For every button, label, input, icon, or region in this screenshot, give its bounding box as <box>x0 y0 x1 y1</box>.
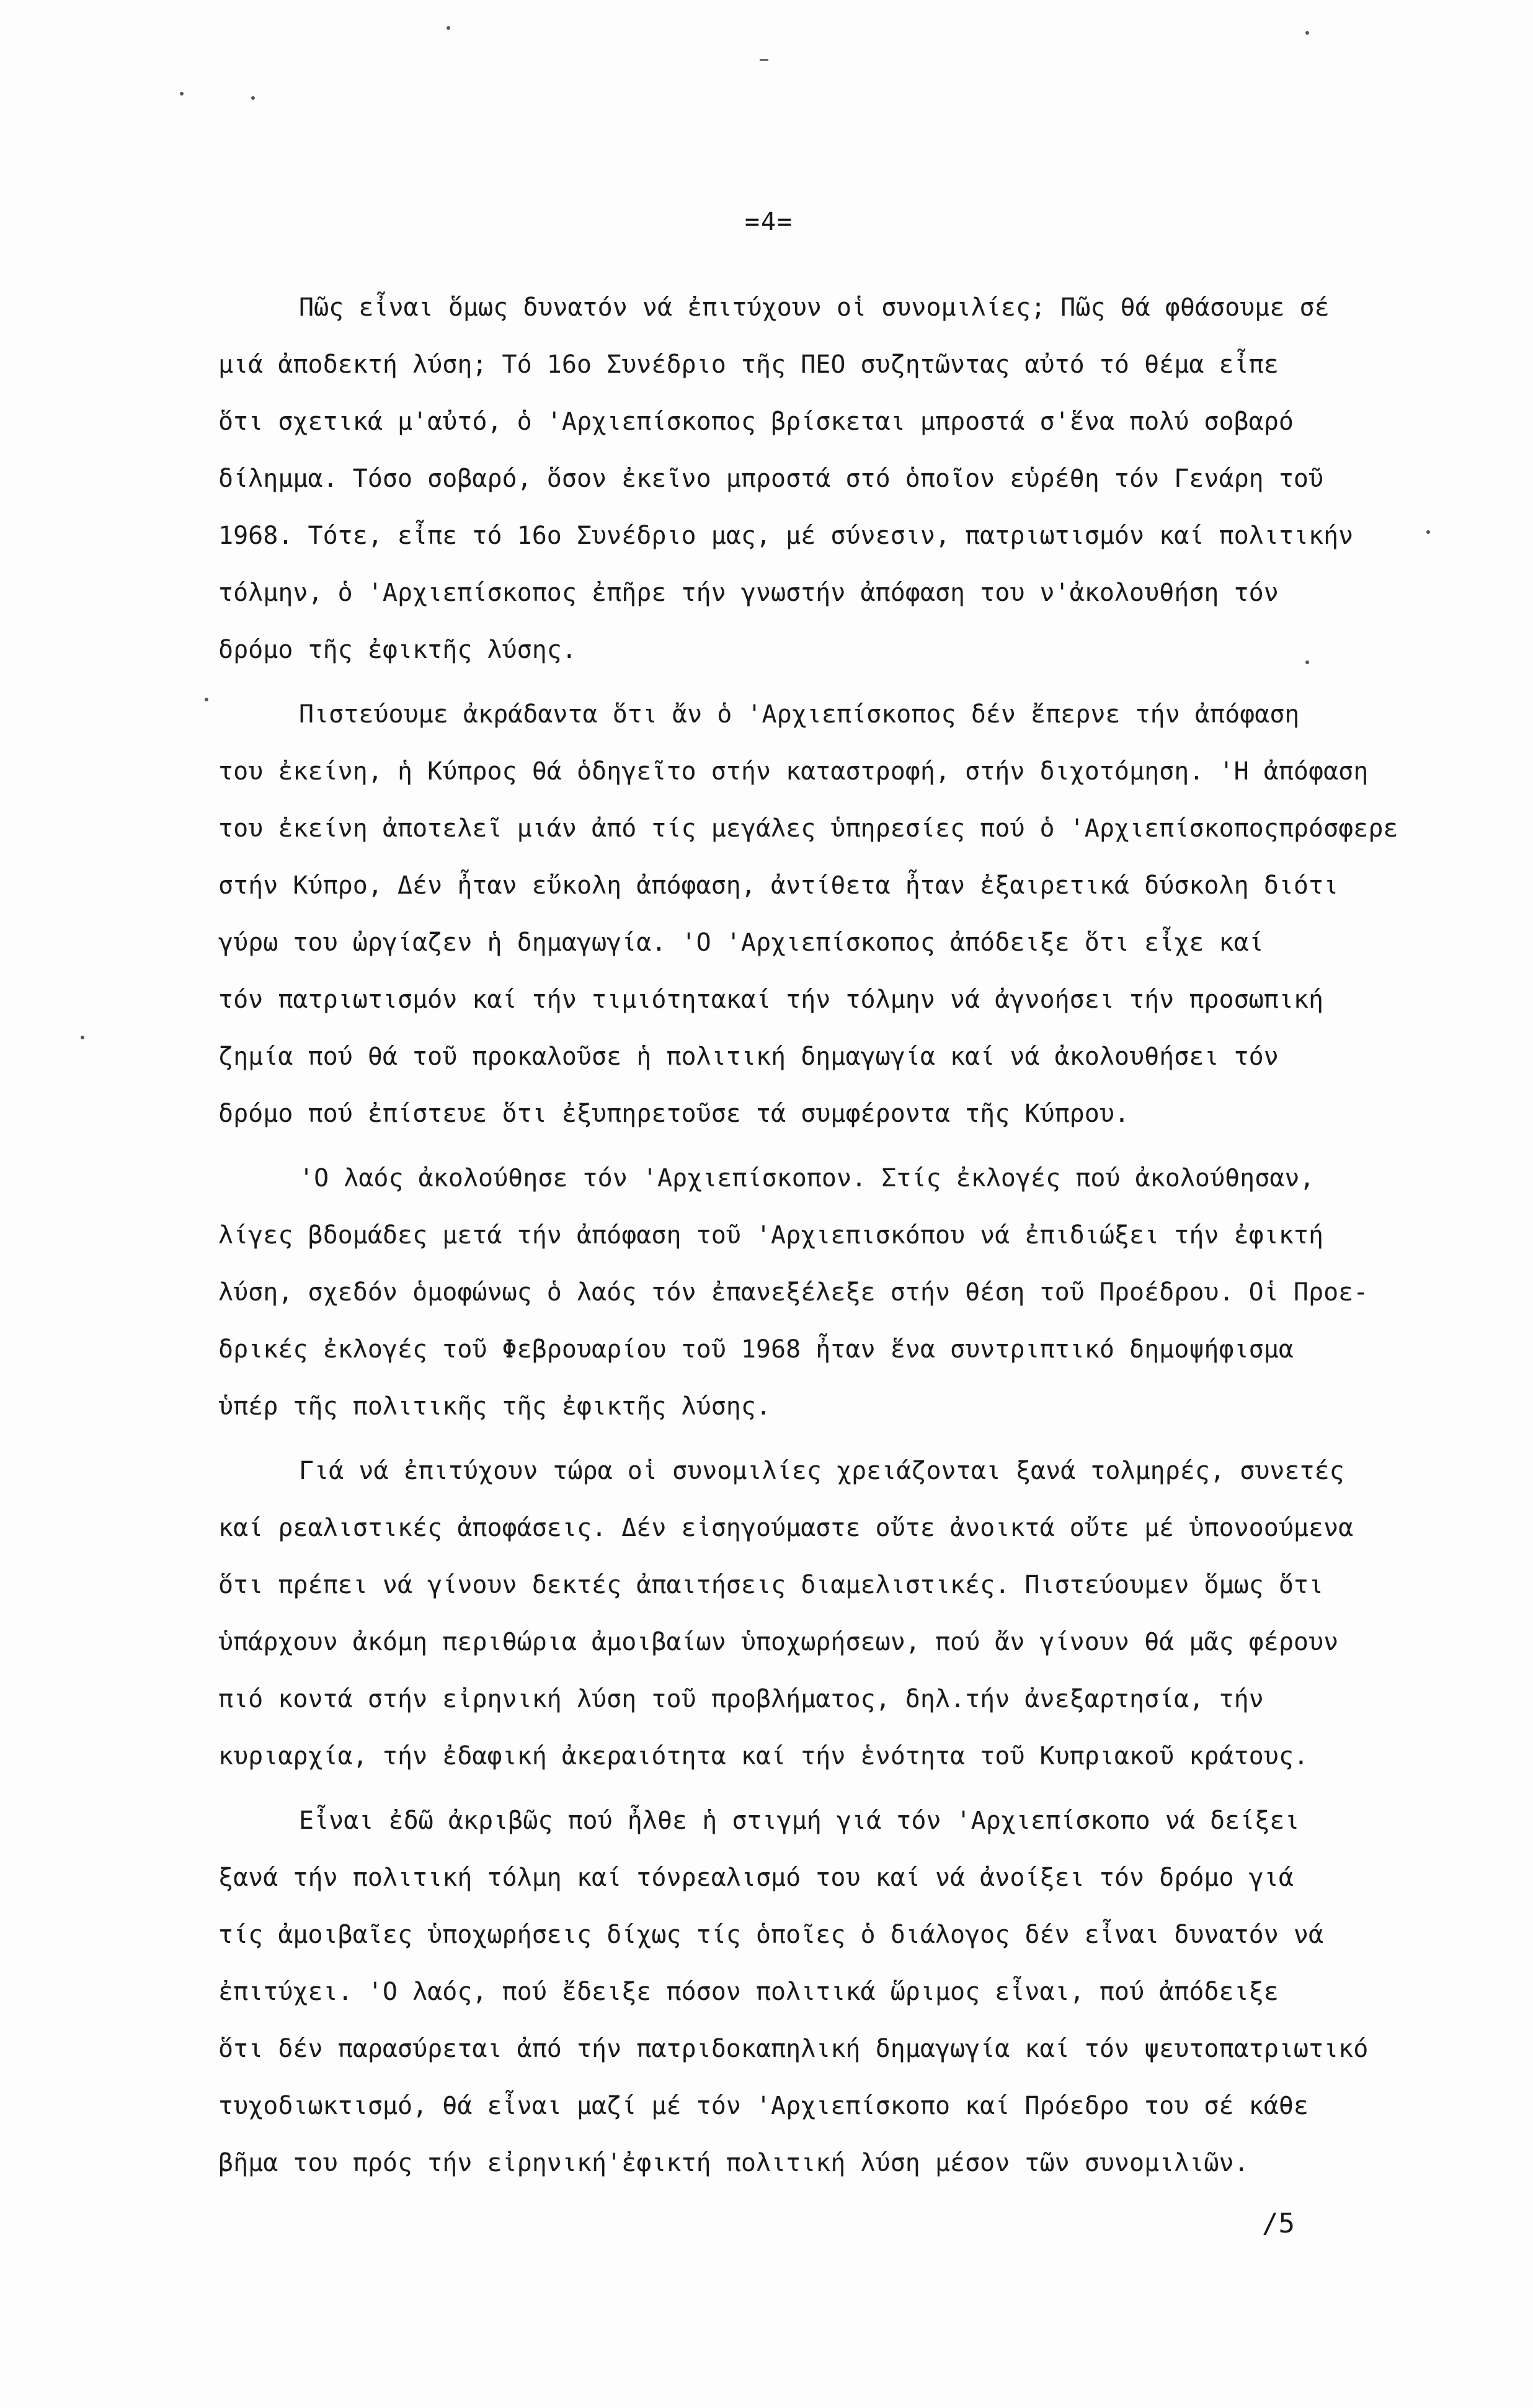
text-line: καί ρεαλιστικές ἀποφάσεις. Δέν εἰσηγούμαστε οὔτε ἀνοικτά οὔτε μέ ὑπονοούμενα <box>218 1514 1354 1542</box>
paragraph-1 <box>218 279 1452 678</box>
scan-speck <box>251 96 255 100</box>
scan-speck <box>447 26 450 30</box>
scan-speck <box>1305 31 1309 35</box>
text-line: δρόμο τῆς ἐφικτῆς λύσης. <box>218 636 577 664</box>
text-line: ζημία πού θά τοῦ προκαλοῦσε ἡ πολιτική δημαγωγία καί νά ἀκολουθήσει τόν <box>218 1042 1279 1071</box>
scan-speck <box>180 92 184 96</box>
text-line: ὅτι πρέπει νά γίνουν δεκτές ἀπαιτήσεις διαμελιστικές. Πιστεύουμεν ὅμως ὅτι <box>218 1571 1324 1599</box>
page-number: =4= <box>744 208 794 236</box>
text-line: λίγες βδομάδες μετά τήν ἀπόφαση τοῦ 'Αρχιεπισκόπου νά ἐπιδιώξει τήν ἐφικτή <box>218 1221 1324 1250</box>
text-line: ὅτι σχετικά μ'αὐτό, ὁ 'Αρχιεπίσκοπος βρίσκεται μπροστά σ'ἕνα πολύ σοβαρό <box>218 407 1294 436</box>
paragraph-5 <box>218 1792 1452 2192</box>
text-line: τίς ἀμοιβαῖες ὑποχωρήσεις δίχως τίς ὁποῖες ὁ διάλογος δέν εἶναι δυνατόν νά <box>218 1921 1324 1949</box>
text-line: του ἐκείνη, ἡ Κύπρος θά ὁδηγεῖτο στήν καταστροφή, στήν διχοτόμηση. 'Η ἀπόφαση <box>218 757 1369 786</box>
paragraph-3 <box>218 1150 1452 1435</box>
text-line: βῆμα του πρός τήν εἰρηνική'ἐφικτή πολιτική λύση μέσον τῶν συνομιλιῶν. <box>218 2149 1249 2177</box>
text-line: Γιά νά ἐπιτύχουν τώρα οἱ συνομιλίες χρειάζονται ξανά τολμηρές, συνετές <box>299 1457 1344 1485</box>
text-line: ἐπιτύχει. 'Ο λαός, πού ἔδειξε πόσον πολιτικά ὥριμος εἶναι, πού ἀπόδειξε <box>218 1978 1279 2006</box>
text-line: Εἶναι ἐδῶ ἀκριβῶς πού ἦλθε ἡ στιγμή γιά τόν 'Αρχιεπίσκοπο νά δείξει <box>299 1806 1300 1835</box>
text-line: μιά ἀποδεκτή λύση; Τό 16ο Συνέδριο τῆς ΠΕΟ συζητῶντας αὐτό τό θέμα εἶπε <box>218 350 1279 379</box>
text-line: τόλμην, ὁ 'Αρχιεπίσκοπος ἐπῆρε τήν γνωστήν ἀπόφαση του ν'ἀκολουθήση τόν <box>218 579 1279 607</box>
text-line: ὑπάρχουν ἀκόμη περιθώρια ἀμοιβαίων ὑποχωρήσεων, πού ἄν γίνουν θά μᾶς φέρουν <box>218 1628 1339 1656</box>
text-line: Πιστεύουμε ἀκράδαντα ὅτι ἄν ὁ 'Αρχιεπίσκοπος δέν ἔπερνε τήν ἀπόφαση <box>299 700 1300 729</box>
text-line: γύρω του ὠργίαζεν ἡ δημαγωγία. 'Ο 'Αρχιεπίσκοπος ἀπόδειξε ὅτι εἶχε καί <box>218 928 1264 957</box>
paragraph-2 <box>218 686 1452 1142</box>
text-line: στήν Κύπρο, Δέν ἦταν εὔκολη ἀπόφαση, ἀντίθετα ἦταν ἐξαιρετικά δύσκολη διότι <box>218 871 1339 900</box>
text-line: πιό κοντά στήν εἰρηνική λύση τοῦ προβλήματος, δηλ.τήν ἀνεξαρτησία, τήν <box>218 1685 1264 1713</box>
text-line: λύση, σχεδόν ὁμοφώνως ὁ λαός τόν ἐπανεξέλεξε στήν θέση τοῦ Προέδρου. Οἱ Προε- <box>218 1278 1369 1307</box>
text-line: του ἐκείνη ἀποτελεῖ μιάν ἀπό τίς μεγάλες ὑπηρεσίες πού ὁ 'Αρχιεπίσκοποςπρόσφερε <box>218 814 1398 843</box>
text-line: δίλημμα. Τόσο σοβαρό, ὅσον ἐκεῖνο μπροστά στό ὁποῖον εὑρέθη τόν Γενάρη τοῦ <box>218 464 1324 493</box>
text-line: Πῶς εἶναι ὅμως δυνατόν νά ἐπιτύχουν οἱ συνομιλίες; Πῶς θά φθάσουμε σέ <box>299 293 1330 322</box>
text-line: ὑπέρ τῆς πολιτικῆς τῆς ἐφικτῆς λύσης. <box>218 1392 771 1421</box>
text-line: τόν πατριωτισμόν καί τήν τιμιότητακαί τήν τόλμην νά ἀγνοήσει τήν προσωπική <box>218 985 1324 1014</box>
scan-mark <box>760 59 768 61</box>
text-line: ξανά τήν πολιτική τόλμη καί τόνρεαλισμό του καί νά ἀνοίξει τόν δρόμο γιά <box>218 1864 1294 1892</box>
scan-speck <box>81 1036 84 1039</box>
text-line: ὅτι δέν παρασύρεται ἀπό τήν πατριδοκαπηλική δημαγωγία καί τόν ψευτοπατριωτικό <box>218 2035 1369 2063</box>
text-line: 1968. Τότε, εἶπε τό 16ο Συνέδριο μας, μέ σύνεσιν, πατριωτισμόν καί πολιτικήν <box>218 522 1354 550</box>
text-line: τυχοδιωκτισμό, θά εἶναι μαζί μέ τόν 'Αρχιεπίσκοπο καί Πρόεδρο του σέ κάθε <box>218 2092 1309 2120</box>
text-line: κυριαρχία, τήν ἐδαφική ἀκεραιότητα καί τήν ἑνότητα τοῦ Κυπριακοῦ κράτους. <box>218 1742 1309 1770</box>
paragraph-4 <box>218 1442 1452 1785</box>
scan-speck <box>205 698 208 701</box>
text-line: δρόμο πού ἐπίστευε ὅτι ἐξυπηρετοῦσε τά συμφέροντα τῆς Κύπρου. <box>218 1100 1130 1128</box>
text-line: δρικές ἐκλογές τοῦ Φεβρουαρίου τοῦ 1968 ἦταν ἕνα συντριπτικό δημοψήφισμα <box>218 1335 1294 1364</box>
text-line: 'Ο λαός ἀκολούθησε τόν 'Αρχιεπίσκοπον. Στίς ἐκλογές πού ἀκολούθησαν, <box>299 1164 1315 1193</box>
continuation-page-marker: /5 <box>1262 2208 1295 2239</box>
document-body <box>218 279 1452 2199</box>
